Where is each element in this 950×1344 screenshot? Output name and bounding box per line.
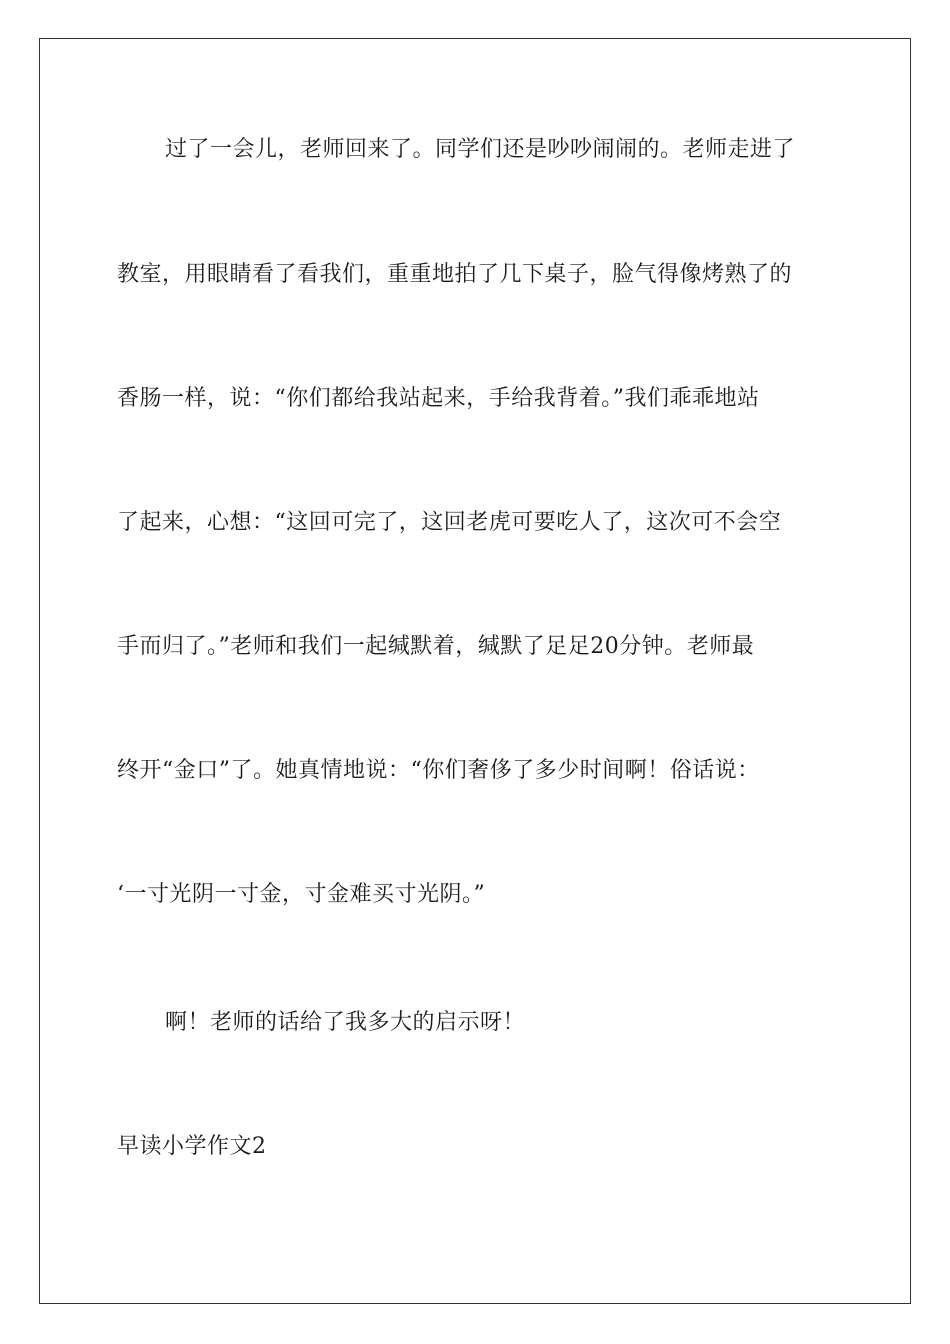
paragraph-line: 香肠一样，说：“你们都给我站起来，手给我背着。”我们乖乖地站 (117, 386, 760, 411)
paragraph-line: 终开“金口”了。她真情地说：“你们奢侈了多少时间啊！俗话说： (117, 758, 760, 783)
paragraph-line: 啊！老师的话给了我多大的启示呀！ (165, 1010, 526, 1035)
section-heading: 早读小学作文2 (117, 1134, 267, 1159)
page-frame (39, 38, 911, 1304)
paragraph-line: 教室，用眼睛看了看我们，重重地拍了几下桌子，脸气得像烤熟了的 (117, 262, 793, 287)
paragraph-line: 过了一会儿，老师回来了。同学们还是吵吵闹闹的。老师走进了 (165, 137, 796, 162)
paragraph-line: ‘一寸光阴一寸金，寸金难买寸光阴。” (117, 882, 486, 907)
paragraph-line: 了起来，心想：“这回可完了，这回老虎可要吃人了，这次可不会空 (117, 510, 782, 535)
paragraph-line: 手而归了。”老师和我们一起缄默着，缄默了足足20分钟。老师最 (117, 634, 755, 659)
